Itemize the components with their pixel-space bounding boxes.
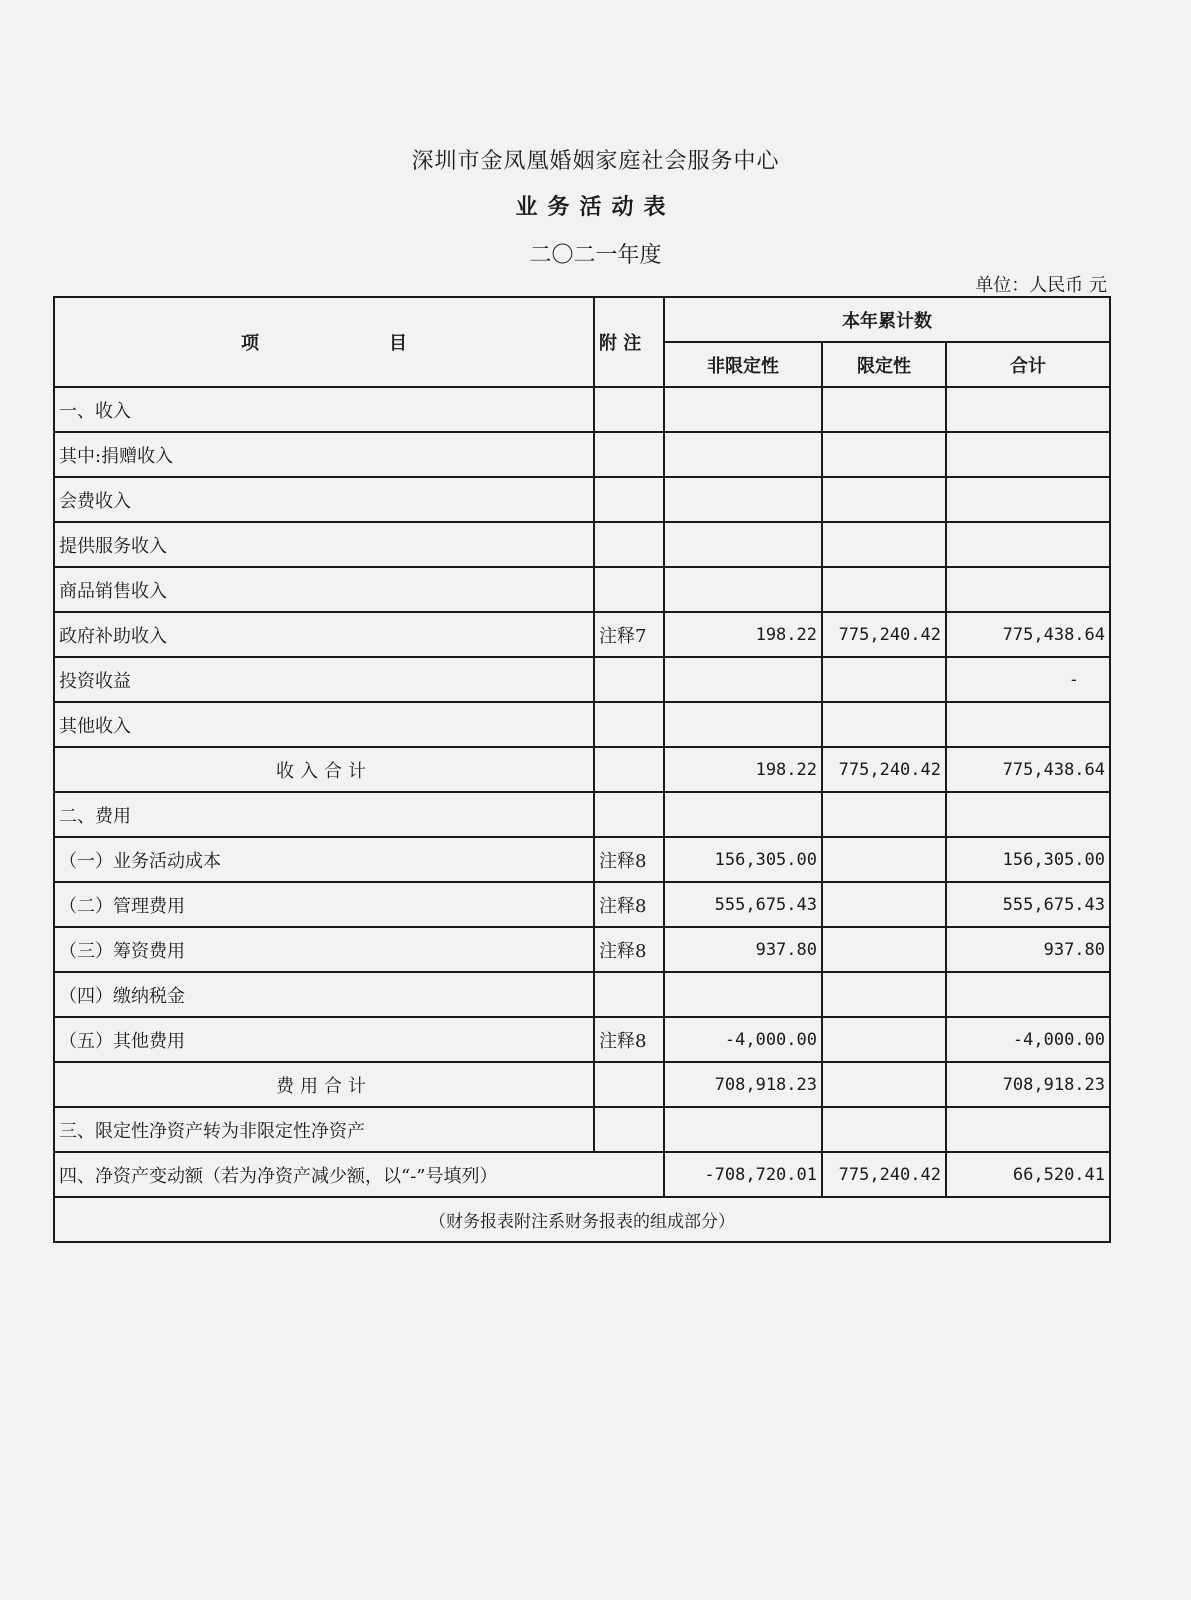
- row-note: [594, 432, 664, 477]
- row-restricted: [822, 657, 946, 702]
- row-total: -: [946, 657, 1110, 702]
- row-total: 156,305.00: [946, 837, 1110, 882]
- row-unrestricted: 198.22: [664, 747, 822, 792]
- column-header-unrestricted: 非限定性: [664, 342, 822, 387]
- currency-unit: 单位：人民币 元: [975, 275, 1107, 296]
- table-row: [54, 522, 1110, 567]
- row-total: [946, 387, 1110, 432]
- row-label: （五）其他费用: [54, 1017, 594, 1062]
- row-label: 二、费用: [54, 792, 594, 837]
- table-row-net-change: [54, 1152, 1110, 1197]
- table-row-income-total: [54, 747, 1110, 792]
- table-row: [54, 1107, 1110, 1152]
- row-note: 注释8: [594, 837, 664, 882]
- row-note: [594, 477, 664, 522]
- table-row: [54, 927, 1110, 972]
- row-unrestricted: 937.80: [664, 927, 822, 972]
- table-row: [54, 837, 1110, 882]
- statement-footnote: （财务报表附注系财务报表的组成部分）: [54, 1197, 1110, 1242]
- row-note: 注释8: [594, 1017, 664, 1062]
- row-unrestricted: [664, 972, 822, 1017]
- table-row: [54, 567, 1110, 612]
- row-note: 注释8: [594, 927, 664, 972]
- row-unrestricted: [664, 657, 822, 702]
- row-label: 投资收益: [54, 657, 594, 702]
- row-note: [594, 972, 664, 1017]
- row-label: 费用合计: [54, 1062, 594, 1107]
- row-label: 政府补助收入: [54, 612, 594, 657]
- row-restricted: [822, 477, 946, 522]
- row-total: [946, 972, 1110, 1017]
- row-unrestricted: 198.22: [664, 612, 822, 657]
- row-unrestricted: [664, 1107, 822, 1152]
- row-note: [594, 657, 664, 702]
- row-restricted: [822, 432, 946, 477]
- row-label: （二）管理费用: [54, 882, 594, 927]
- activity-statement-table: [53, 296, 1111, 1243]
- column-header-total: 合计: [946, 342, 1110, 387]
- row-unrestricted: 708,918.23: [664, 1062, 822, 1107]
- table-row-expense-total: [54, 1062, 1110, 1107]
- row-note: 注释7: [594, 612, 664, 657]
- row-restricted: [822, 837, 946, 882]
- row-note: [594, 387, 664, 432]
- row-total: 555,675.43: [946, 882, 1110, 927]
- column-header-note: 附 注: [594, 297, 664, 387]
- row-note: [594, 792, 664, 837]
- row-total: 937.80: [946, 927, 1110, 972]
- row-total: [946, 567, 1110, 612]
- row-total: 775,438.64: [946, 747, 1110, 792]
- row-label: 收入合计: [54, 747, 594, 792]
- row-restricted: [822, 1017, 946, 1062]
- statement-period: 二〇二一年度: [529, 243, 662, 268]
- column-header-restricted: 限定性: [822, 342, 946, 387]
- row-restricted: [822, 702, 946, 747]
- row-total: [946, 522, 1110, 567]
- row-restricted: [822, 567, 946, 612]
- row-note: [594, 522, 664, 567]
- row-unrestricted: [664, 702, 822, 747]
- row-restricted: [822, 1107, 946, 1152]
- table-row: [54, 387, 1110, 432]
- row-label: 商品销售收入: [54, 567, 594, 612]
- row-total: 66,520.41: [946, 1152, 1110, 1197]
- statement-title: 业务活动表: [515, 194, 676, 220]
- row-restricted: [822, 522, 946, 567]
- row-unrestricted: 555,675.43: [664, 882, 822, 927]
- row-restricted: [822, 882, 946, 927]
- table-row: [54, 972, 1110, 1017]
- table-row: [54, 657, 1110, 702]
- row-note: [594, 1062, 664, 1107]
- row-restricted: 775,240.42: [822, 612, 946, 657]
- row-total: -4,000.00: [946, 1017, 1110, 1062]
- row-total: [946, 432, 1110, 477]
- row-unrestricted: -708,720.01: [664, 1152, 822, 1197]
- table-row: [54, 702, 1110, 747]
- row-note: [594, 1107, 664, 1152]
- row-note: [594, 747, 664, 792]
- row-total: [946, 1107, 1110, 1152]
- row-note: [594, 567, 664, 612]
- row-restricted: [822, 1062, 946, 1107]
- row-label: 其中:捐赠收入: [54, 432, 594, 477]
- row-restricted: 775,240.42: [822, 1152, 946, 1197]
- row-restricted: 775,240.42: [822, 747, 946, 792]
- row-total: 708,918.23: [946, 1062, 1110, 1107]
- organization-name: 深圳市金凤凰婚姻家庭社会服务中心: [411, 149, 780, 174]
- row-restricted: [822, 927, 946, 972]
- row-restricted: [822, 387, 946, 432]
- row-label: 四、净资产变动额（若为净资产减少额，以“-”号填列）: [54, 1152, 664, 1197]
- row-label: 提供服务收入: [54, 522, 594, 567]
- row-label: 会费收入: [54, 477, 594, 522]
- row-unrestricted: [664, 432, 822, 477]
- row-total: [946, 477, 1110, 522]
- table-row: [54, 792, 1110, 837]
- row-unrestricted: -4,000.00: [664, 1017, 822, 1062]
- row-label: 一、收入: [54, 387, 594, 432]
- footnote-row: [54, 1197, 1110, 1242]
- row-unrestricted: [664, 567, 822, 612]
- row-total: [946, 792, 1110, 837]
- row-label: 三、限定性净资产转为非限定性净资产: [54, 1107, 594, 1152]
- row-label: 其他收入: [54, 702, 594, 747]
- row-label: （一）业务活动成本: [54, 837, 594, 882]
- column-header-ytd: 本年累计数: [664, 297, 1110, 342]
- row-unrestricted: 156,305.00: [664, 837, 822, 882]
- table-row: [54, 612, 1110, 657]
- table-row: [54, 882, 1110, 927]
- row-unrestricted: [664, 522, 822, 567]
- table-row: [54, 1017, 1110, 1062]
- row-label: （三）筹资费用: [54, 927, 594, 972]
- row-restricted: [822, 792, 946, 837]
- row-unrestricted: [664, 792, 822, 837]
- row-unrestricted: [664, 477, 822, 522]
- row-note: [594, 702, 664, 747]
- row-note: 注释8: [594, 882, 664, 927]
- row-total: 775,438.64: [946, 612, 1110, 657]
- column-header-item: 项 目: [54, 297, 594, 387]
- table-row: [54, 432, 1110, 477]
- row-total: [946, 702, 1110, 747]
- table-row: [54, 477, 1110, 522]
- row-label: （四）缴纳税金: [54, 972, 594, 1017]
- row-unrestricted: [664, 387, 822, 432]
- row-restricted: [822, 972, 946, 1017]
